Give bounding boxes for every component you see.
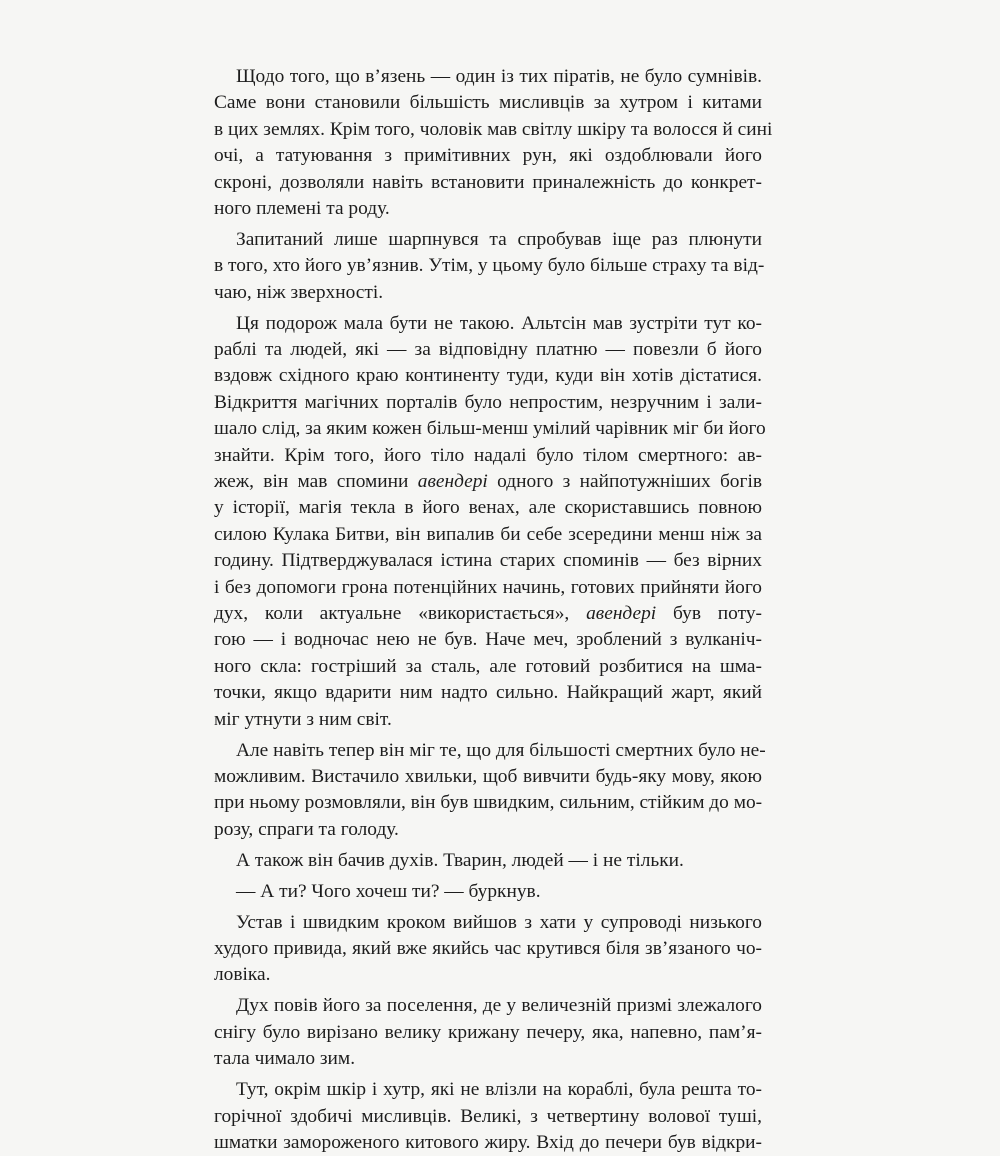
text-line: при ньому розмовляли, він був швидким, сильним, стійким до мо- [214,792,763,814]
text-line: скроні, дозволяли навіть встановити приналежність до конкрет- [214,171,762,193]
text-line: шматки замороженого китового жиру. Вхід до печери був відкри- [214,1131,762,1153]
text-line: раблі та людей, які — за відповідну платню — повезли б його [214,339,762,361]
dialogue-paragraph [214,879,762,905]
page-text [214,64,773,1156]
text-line: Ця подорож мала бути не такою. Альтсін мав зустріти тут ко- [236,312,762,334]
text-line: горічної здобичі мисливців. Великі, з четвертину волової туші, [214,1105,762,1127]
text-line: можливим. Вистачило хвильки, щоб вивчити будь-яку мову, якою [214,765,762,787]
text-line: гою — і водночас нею не був. Наче меч, зроблений з вулканіч- [214,629,762,651]
text-line: в цих землях. Крім того, чоловік мав світлу шкіру та волосся й сині [214,118,773,140]
text-line: Тут, окрім шкір і хутр, які не влізли на кораблі, була решта то- [236,1079,762,1101]
text-line: худого привида, який вже якийсь час крутився біля зв’язаного чо- [214,938,762,960]
paragraph [214,738,766,844]
text-line: тала чимало зим. [214,1048,356,1070]
paragraph [214,311,766,733]
text-line: Щодо того, що в’язень — один із тих піратів, не було сумнівів. [236,66,762,87]
text-line: і без допомоги грона потенційних начинь, готових прийняти його [214,576,762,598]
text-line: знайти. Крім того, його тіло надалі було тілом смертного: ав- [214,444,762,466]
paragraph [214,848,762,874]
text-line: жеж, він мав спомини авендері одного з найпотужніших богів [214,471,762,493]
text-line: силою Кулака Битви, він випалив би себе зсередини менш ніж за [214,523,762,545]
text-line: точки, якщо вдарити ним надто сильно. Найкращий жарт, який [214,682,762,704]
text-line: очі, а татуювання з примітивних рун, які оздоблювали його [214,145,762,167]
paragraph [214,64,773,222]
text-line: Відкриття магічних порталів було непростим, незручним і зали- [214,391,762,413]
paragraph [214,1077,762,1156]
text-line: Саме вони становили більшість мисливців за хутром і китами [214,92,762,114]
text-line: ного скла: гостріший за сталь, але готовий розбитися на шма- [214,655,762,677]
paragraph [214,993,762,1072]
text-line: шало слід, за яким кожен більш-менш умілий чарівник міг би його [214,418,766,440]
text-line: дух, коли актуальне «використається», авендері був поту- [214,603,762,624]
text-line: в того, хто його ув’язнив. Утім, у цьому було більше страху та від- [214,255,765,277]
text-line: у історії, магія текла в його венах, але скориставшись повною [214,497,762,519]
text-line: вздовж східного краю континенту туди, куди він хотів дістатися. [214,365,762,387]
text-line: ловіка. [214,964,271,986]
text-line: розу, спраги та голоду. [214,818,399,840]
text-line: Запитаний лише шарпнувся та спробував іще раз плюнути [236,228,762,250]
paragraph [214,227,765,306]
text-line: снігу було вирізано велику крижану печеру, яка, напевно, пам’я- [214,1021,762,1043]
text-line: ного племені та роду. [214,197,390,219]
text-line: Устав і швидким кроком вийшов з хати у супроводі низького [236,911,762,933]
text-line: чаю, ніж зверхності. [214,281,384,303]
text-line: годину. Підтверджувалася істина старих споминів — без вірних [214,550,762,572]
text-line: А також він бачив духів. Тварин, людей — і не тільки. [236,849,684,871]
text-line: Але навіть тепер він міг те, що для більшості смертних було не- [236,739,766,761]
text-line: — А ти? Чого хочеш ти? — буркнув. [236,880,541,902]
text-line: Дух повів його за поселення, де у величезній призмі злежалого [236,995,762,1017]
paragraph [214,910,762,989]
text-line: міг утнути з ним світ. [214,708,392,730]
